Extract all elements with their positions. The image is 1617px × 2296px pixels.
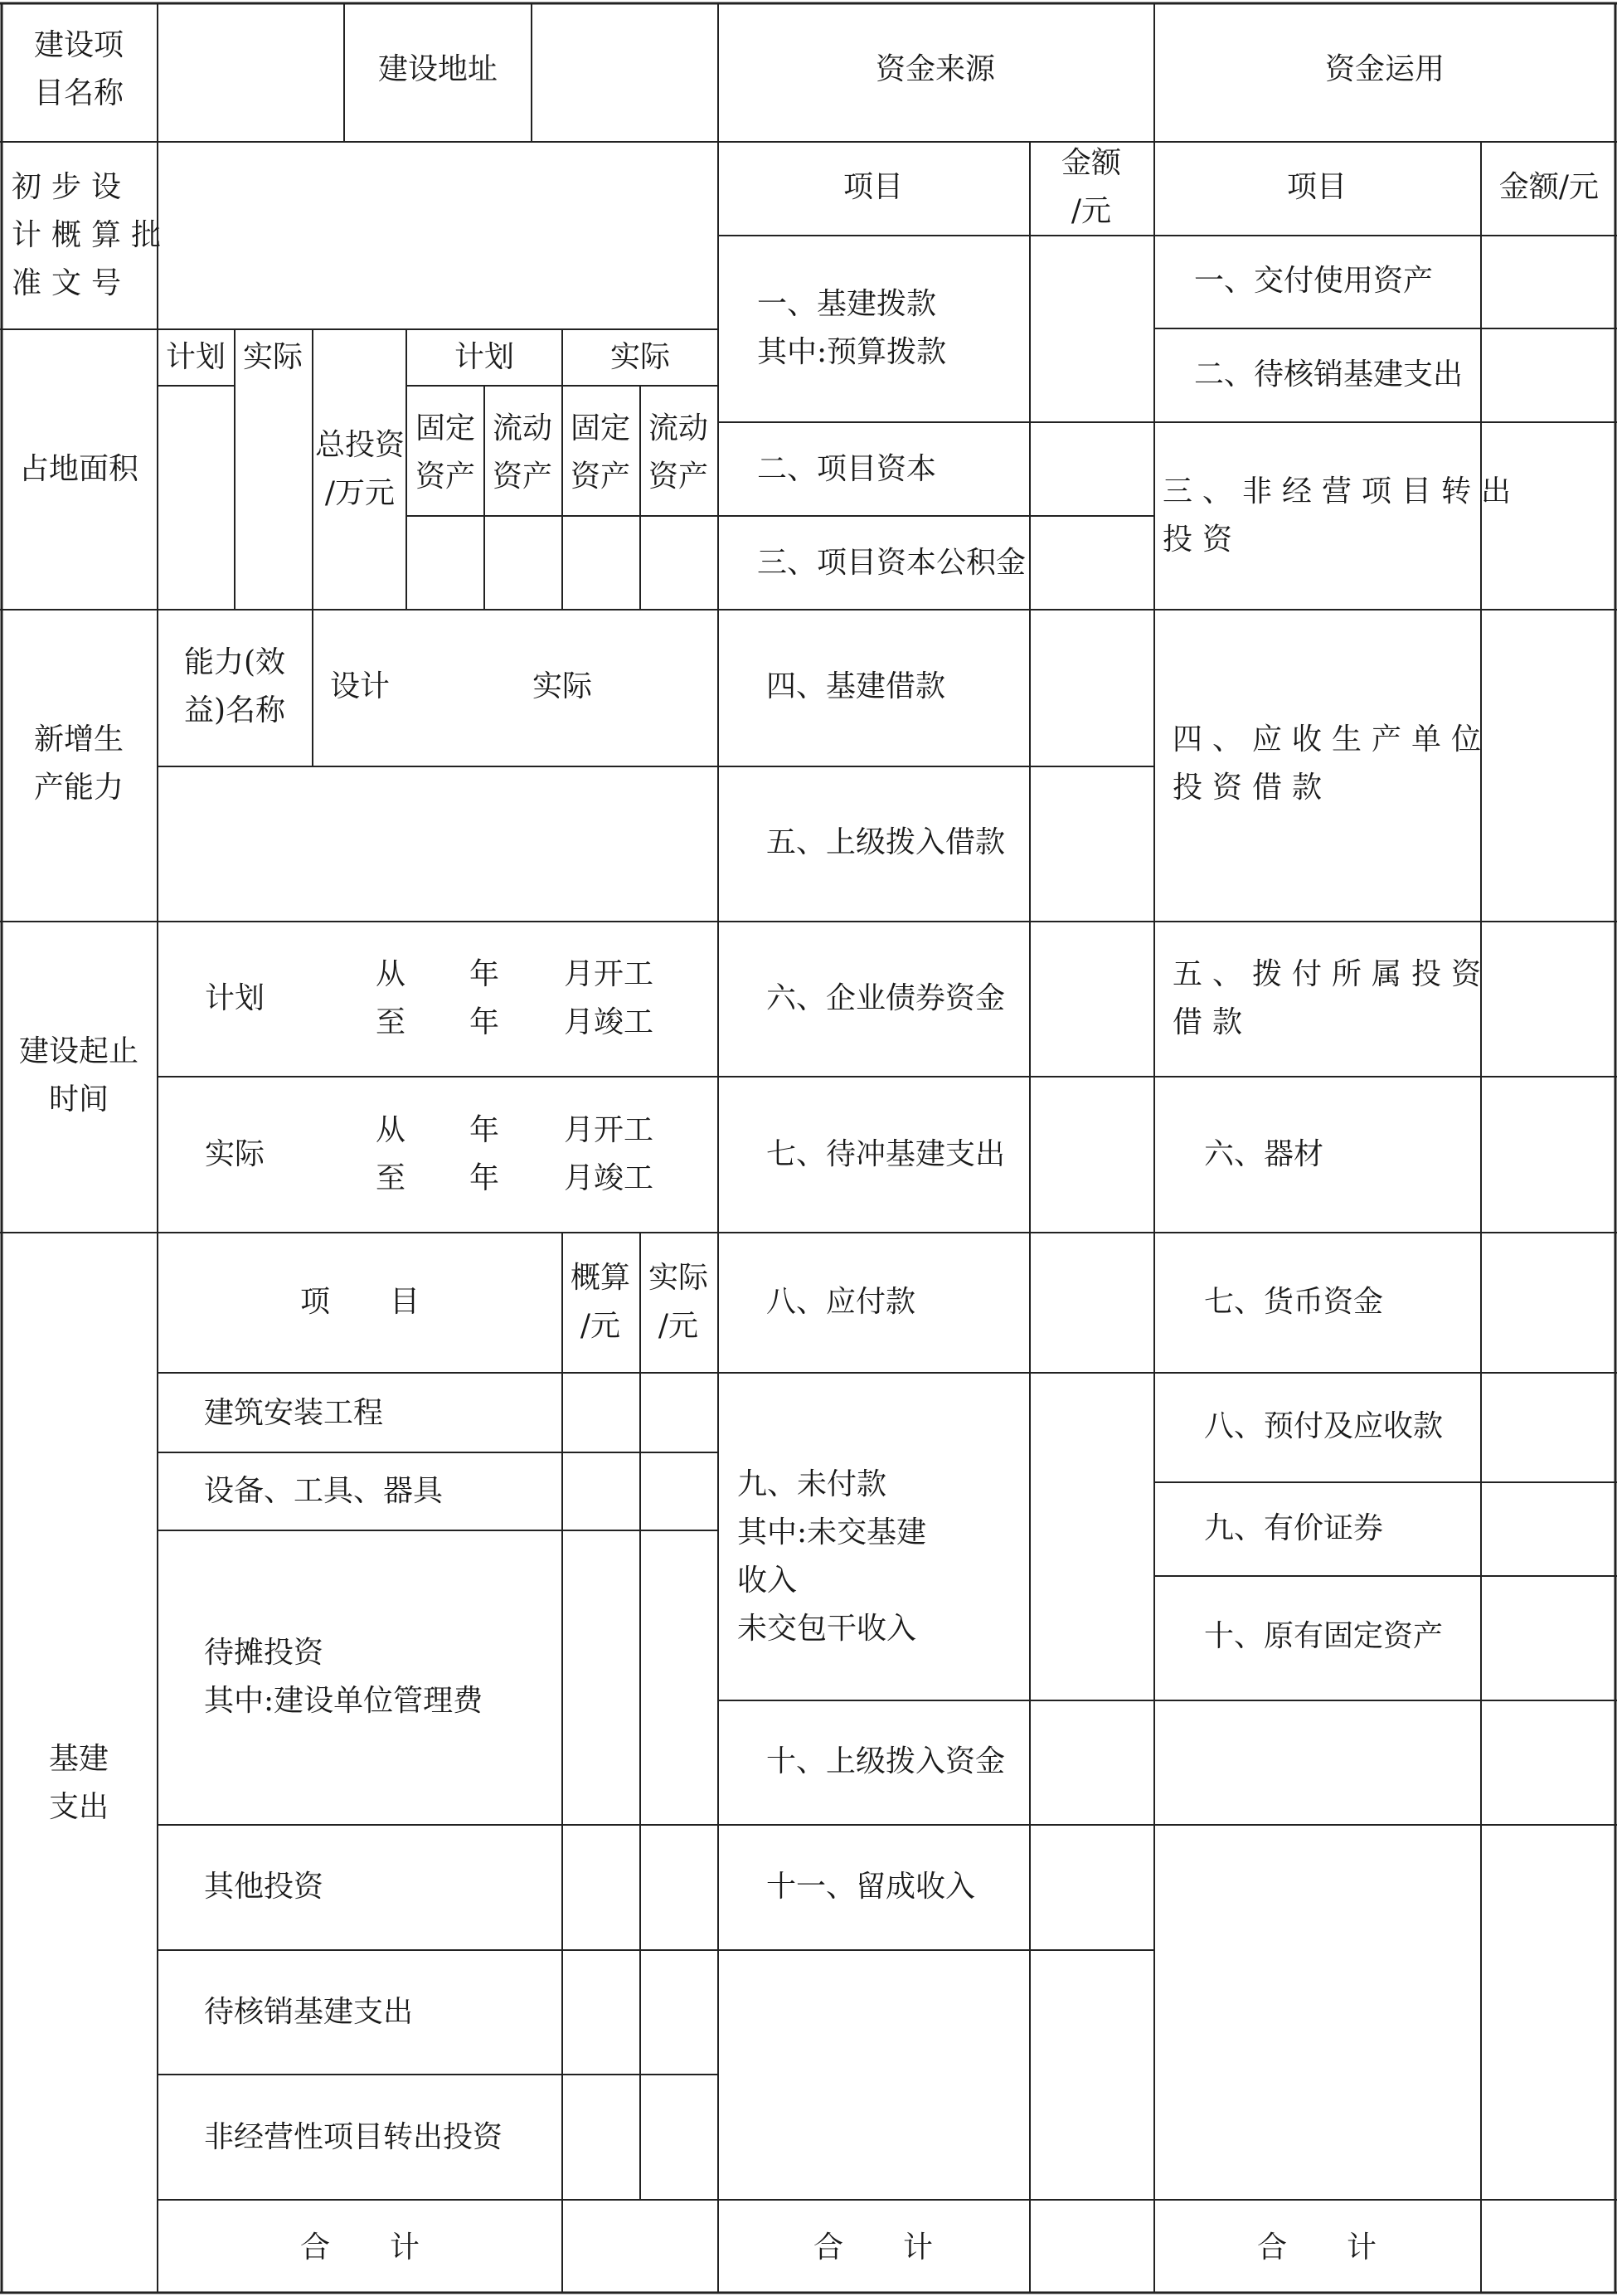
- fund-sources-header: 资金来源: [875, 52, 996, 86]
- total-investment-label: 总投资 /万元: [314, 428, 405, 510]
- plan-to-text: 至: [375, 1005, 406, 1039]
- project-name-value: [158, 3, 344, 142]
- capex-budget-header: 概算 /元: [570, 1261, 631, 1343]
- capex-item-deferred-investment: 待摊投资 其中:建设单位管理费: [204, 1636, 483, 1718]
- actual-to-text: 至: [375, 1161, 406, 1195]
- uses-total-label: 合 计: [1256, 2230, 1377, 2264]
- actual-current-assets-header: 流动 资产: [648, 411, 709, 494]
- investment-plan-header: 计划: [454, 340, 515, 374]
- capex-item-nonoperating-transfer: 非经营性项目转出投资: [204, 2120, 503, 2154]
- uses-item-column-header: 项目: [1286, 170, 1348, 204]
- plan-from-year-text: 年: [469, 957, 500, 991]
- actual-start-month-text: 月开工: [563, 1113, 654, 1147]
- source-superior-loans: 五、上级拨入借款: [766, 825, 1006, 859]
- use-monetary-funds: 七、货币资金: [1204, 1285, 1384, 1319]
- sources-item-column-header: 项目: [842, 170, 904, 204]
- source-corporate-bonds: 六、企业债券资金: [766, 981, 1006, 1015]
- plan-current-assets-header: 流动 资产: [492, 411, 553, 494]
- source-unpaid: 九、未付款 其中:未交基建 收入 未交包干收入: [737, 1467, 927, 1646]
- use-subsidiary-loans: 五、拨付所属投资 借款: [1173, 957, 1492, 1039]
- source-project-capital: 二、项目资本: [757, 452, 937, 486]
- actual-from-year-text: 年: [469, 1113, 500, 1147]
- plan-to-year-text: 年: [469, 1005, 500, 1039]
- capacity-actual-header: 实际: [532, 669, 593, 703]
- plan-end-month-text: 月竣工: [563, 1005, 654, 1039]
- construction-address-label: 建设地址: [377, 52, 498, 86]
- approval-number-value: [158, 142, 718, 329]
- sources-amount-column-header: 金额 /元: [1061, 146, 1122, 228]
- period-actual-label: 实际: [204, 1137, 265, 1171]
- capex-item-equipment-tools: 设备、工具、器具: [204, 1474, 444, 1508]
- sources-total-label: 合 计: [813, 2230, 934, 2264]
- capex-item-construction-installation: 建筑安装工程: [204, 1396, 384, 1430]
- use-delivered-assets: 一、交付使用资产: [1194, 264, 1434, 298]
- capex-actual-header: 实际 /元: [648, 1261, 709, 1343]
- land-area-label: 占地面积: [18, 452, 139, 486]
- project-name-label: 建设项 目名称: [33, 28, 124, 110]
- use-securities: 九、有价证券: [1204, 1511, 1384, 1545]
- use-prepayments-receivables: 八、预付及应收款: [1204, 1409, 1444, 1443]
- capacity-design-header: 设计: [329, 669, 391, 703]
- plan-from-text: 从: [375, 957, 406, 991]
- plan-start-month-text: 月开工: [563, 957, 654, 991]
- source-retained-income: 十一、留成收入: [766, 1870, 976, 1904]
- source-accounts-payable: 八、应付款: [766, 1285, 916, 1319]
- use-nonoperating-transfer: 三、非经营项目转出 投资: [1163, 474, 1522, 557]
- actual-fixed-assets-header: 固定 资产: [570, 411, 631, 494]
- source-capital-appropriation: 一、基建拨款 其中:预算拨款: [757, 287, 947, 369]
- capex-total-label: 合 计: [299, 2230, 420, 2264]
- source-superior-funds: 十、上级拨入资金: [766, 1744, 1006, 1778]
- construction-address-value: [532, 3, 718, 142]
- use-production-unit-loans: 四、应收生产单位 投资借款: [1173, 722, 1492, 805]
- source-construction-loans: 四、基建借款: [766, 669, 946, 703]
- capex-item-other-investment: 其他投资: [204, 1870, 324, 1904]
- source-pending-offset: 七、待冲基建支出: [766, 1137, 1006, 1171]
- approval-number-label: 初步设 计概算批 准文号: [12, 170, 172, 300]
- capex-item-pending-writeoff: 待核销基建支出: [204, 1995, 414, 2029]
- land-area-actual-header: 实际: [242, 340, 303, 374]
- uses-amount-column-header: 金额/元: [1498, 170, 1600, 204]
- new-capacity-label: 新增生 产能力: [33, 722, 124, 805]
- capacity-name-header: 能力(效 益)名称: [183, 645, 286, 727]
- land-area-plan-header: 计划: [165, 340, 226, 374]
- use-pending-writeoff: 二、待核销基建支出: [1194, 358, 1464, 392]
- actual-to-year-text: 年: [469, 1161, 500, 1195]
- use-materials: 六、器材: [1204, 1137, 1324, 1171]
- use-original-fixed-assets: 十、原有固定资产: [1204, 1619, 1444, 1653]
- construction-period-label: 建设起止 时间: [18, 1034, 139, 1116]
- capex-label: 基建 支出: [48, 1742, 109, 1824]
- source-capital-reserve: 三、项目资本公积金: [757, 546, 1027, 580]
- investment-actual-header: 实际: [609, 340, 671, 374]
- period-plan-label: 计划: [204, 981, 265, 1015]
- actual-from-text: 从: [375, 1113, 406, 1147]
- actual-end-month-text: 月竣工: [563, 1161, 654, 1195]
- fund-uses-header: 资金运用: [1324, 52, 1445, 86]
- plan-fixed-assets-header: 固定 资产: [415, 411, 476, 494]
- capex-item-header: 项 目: [299, 1285, 420, 1319]
